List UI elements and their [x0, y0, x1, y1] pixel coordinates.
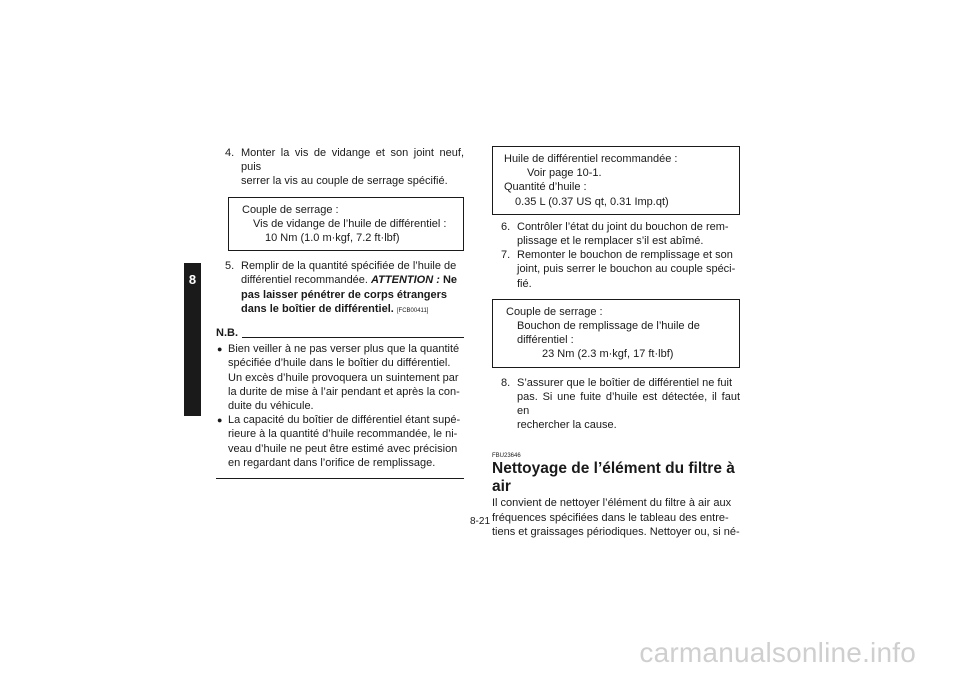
caution-text: dans le boîtier de différentiel.	[241, 302, 394, 315]
bullet-text-line: spécifiée d’huile dans le boîtier du différentiel.	[228, 357, 451, 370]
step-text-line: serrer la vis au couple de serrage spécifié.	[241, 175, 448, 188]
step-text-line	[241, 302, 464, 318]
step-7	[492, 248, 740, 291]
bullet-text-line: la durite de mise à l’air pendant et après la con-	[228, 385, 460, 398]
bullet-text-line: La capacité du boîtier de différentiel étant supé-	[228, 414, 461, 427]
step-text-line: Contrôler l’état du joint du bouchon de rem-	[517, 220, 729, 233]
bullet-text-line: en regardant dans l’orifice de remplissage.	[228, 456, 436, 469]
bullet-text-line: rieure à la quantité d’huile recommandée, le ni-	[228, 428, 458, 441]
step-text-line: Monter la vis de vidange et son joint neuf, puis	[241, 147, 464, 174]
section-heading: Nettoyage de l’élément du filtre à air	[492, 460, 735, 496]
step-text-line: pas. Si une fuite d’huile est détectée, il faut en	[517, 390, 740, 418]
bullet-text-line: duite du véhicule.	[228, 400, 314, 413]
oil-spec-box	[492, 146, 740, 215]
bullet-icon: ●	[217, 415, 223, 426]
torque-spec-box-drain-bolt	[228, 197, 464, 252]
step-text-line: plissage et le remplacer s’il est abîmé.	[517, 235, 704, 248]
step-text-line: rechercher la cause.	[517, 419, 617, 432]
box-item: Voir page 10-1.	[527, 167, 602, 180]
page-number: 8-21	[469, 516, 490, 527]
step-text-line: S’assurer que le boîtier de différentiel ne fuit	[517, 376, 733, 389]
bullet-icon: ●	[217, 344, 223, 355]
box-item: Vis de vidange de l’huile de différentiel :	[253, 217, 447, 230]
note-heading	[216, 326, 464, 340]
section-code: FBU23646	[492, 453, 521, 460]
step-text-line: fié.	[517, 277, 532, 290]
note-bullet	[216, 342, 464, 413]
step-number: 5.	[225, 260, 235, 273]
box-title: Couple de serrage :	[506, 305, 603, 318]
step-number: 7.	[501, 249, 511, 262]
step-number: 6.	[501, 220, 511, 233]
divider	[242, 337, 464, 338]
step-text: différentiel recommandée.	[241, 274, 368, 287]
bullet-text-line: Bien veiller à ne pas verser plus que la quantité	[228, 343, 460, 356]
box-title: Quantité d’huile :	[504, 181, 587, 194]
box-value: 23 Nm (2.3 m·kgf, 17 ft·lbf)	[542, 348, 674, 361]
caution-text: pas laisser pénétrer de corps étrangers	[241, 288, 448, 301]
box-title: Couple de serrage :	[242, 203, 339, 216]
paragraph-line: Il convient de nettoyer l’élément du filtre à air aux	[492, 497, 732, 510]
box-value: 0.35 L (0.37 US qt, 0.31 Imp.qt)	[515, 195, 669, 208]
torque-spec-box-filler-cap	[492, 299, 740, 368]
left-column	[216, 146, 464, 479]
caution-code: [FCB00411]	[396, 307, 429, 314]
box-title: Huile de différentiel recommandée :	[504, 153, 678, 165]
right-column	[492, 146, 740, 539]
box-item: différentiel :	[517, 334, 574, 347]
step-number: 8.	[501, 376, 511, 389]
paragraph-line: fréquences spécifiées dans le tableau des entre-	[492, 511, 729, 524]
section-tab-label: 8	[188, 272, 197, 287]
caution-text: Ne	[442, 274, 458, 287]
attention-label: ATTENTION :	[371, 274, 440, 287]
divider	[216, 478, 464, 479]
step-text-line: Remonter le bouchon de remplissage et son	[517, 249, 733, 262]
box-value: 10 Nm (1.0 m·kgf, 7.2 ft·lbf)	[265, 232, 400, 245]
step-number: 4.	[225, 147, 235, 159]
watermark: carmanualsonline.info	[639, 637, 916, 668]
paragraph-line: tiens et graissages périodiques. Nettoyer ou, si né-	[492, 525, 740, 538]
box-item: Bouchon de remplissage de l’huile de	[517, 320, 700, 333]
note-bullet	[216, 413, 464, 470]
section-tab	[184, 263, 201, 416]
step-text-line	[241, 273, 464, 287]
step-text-line: Remplir de la quantité spécifiée de l’huile de	[241, 260, 457, 273]
step-4	[216, 146, 464, 189]
note-title: N.B.	[216, 327, 238, 340]
step-5	[216, 259, 464, 318]
step-6	[492, 220, 740, 248]
bullet-text-line: veau d’huile ne peut être estimé avec précision	[228, 442, 458, 455]
bullet-text-line: Un excès d’huile provoquera un suintement par	[228, 371, 459, 384]
step-text-line: joint, puis serrer le bouchon au couple spéci-	[517, 263, 736, 276]
step-8	[492, 376, 740, 433]
